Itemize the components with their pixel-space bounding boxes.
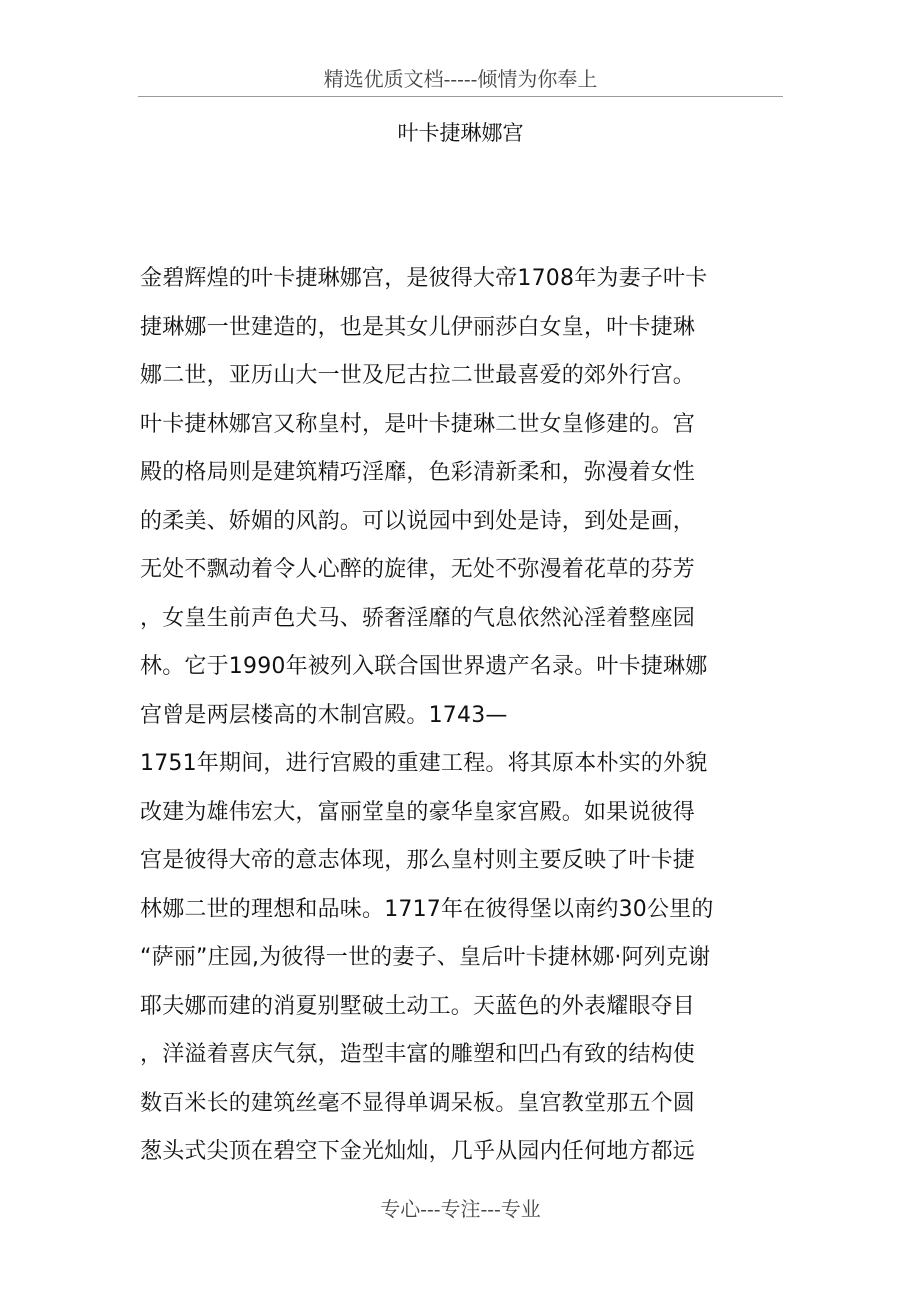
body-line: 金碧辉煌的叶卡捷琳娜宫，是彼得大帝1708年为妻子叶卡 bbox=[140, 266, 708, 291]
body-line: 无处不飘动着令人心醉的旋律，无处不弥漫着花草的芬芳 bbox=[140, 557, 696, 582]
body-line: 宫曾是两层楼高的木制宫殿。1743— bbox=[140, 702, 508, 728]
page-footer: 专心---专注---专业 bbox=[380, 1197, 541, 1221]
body-line: 改建为雄伟宏大，富丽堂皇的豪华皇家宫殿。如果说彼得 bbox=[140, 799, 696, 825]
body-line: 葱头式尖顶在碧空下金光灿灿，几乎从园内任何地方都远 bbox=[140, 1139, 696, 1164]
body-line: ，女皇生前声色犬马、骄奢淫靡的气息依然沁淫着整座园 bbox=[140, 605, 696, 631]
body-line: 殿的格局则是建筑精巧淫靡，色彩清新柔和，弥漫着女性 bbox=[140, 460, 696, 485]
body-paragraph bbox=[140, 259, 780, 1181]
body-line: 1751年期间，进行宫殿的重建工程。将其原本朴实的外貌 bbox=[140, 751, 708, 776]
body-line: 宫是彼得大帝的意志体现，那么皇村则主要反映了叶卡捷 bbox=[140, 848, 696, 873]
body-line: 林。它于1990年被列入联合国世界遗产名录。叶卡捷琳娜 bbox=[140, 654, 708, 679]
page-header: 精选优质文档-----倾情为你奉上 bbox=[138, 62, 783, 97]
body-line: 叶卡捷林娜宫又称皇村，是叶卡捷琳二世女皇修建的。宫 bbox=[140, 411, 696, 437]
body-line: 的柔美、娇媚的风韵。可以说园中到处是诗，到处是画， bbox=[140, 508, 696, 534]
document-title: 叶卡捷琳娜宫 bbox=[397, 121, 524, 145]
body-line: 捷琳娜一世建造的，也是其女儿伊丽莎白女皇，叶卡捷琳 bbox=[140, 314, 696, 340]
body-line: “萨丽”庄园,为彼得一世的妻子、皇后叶卡捷林娜·阿列克谢 bbox=[140, 945, 711, 970]
body-line: 数百米长的建筑丝毫不显得单调呆板。皇宫教堂那五个圆 bbox=[140, 1090, 696, 1116]
body-line: ，洋溢着喜庆气氛，造型丰富的雕塑和凹凸有致的结构使 bbox=[140, 1042, 696, 1067]
body-line: 娜二世，亚历山大一世及尼古拉二世最喜爱的郊外行宫。 bbox=[140, 363, 696, 388]
body-line: 耶夫娜而建的消夏别墅破土动工。天蓝色的外表耀眼夺目 bbox=[140, 993, 696, 1019]
body-line: 林娜二世的理想和品味。1717年在彼得堡以南约30公里的 bbox=[140, 896, 714, 922]
